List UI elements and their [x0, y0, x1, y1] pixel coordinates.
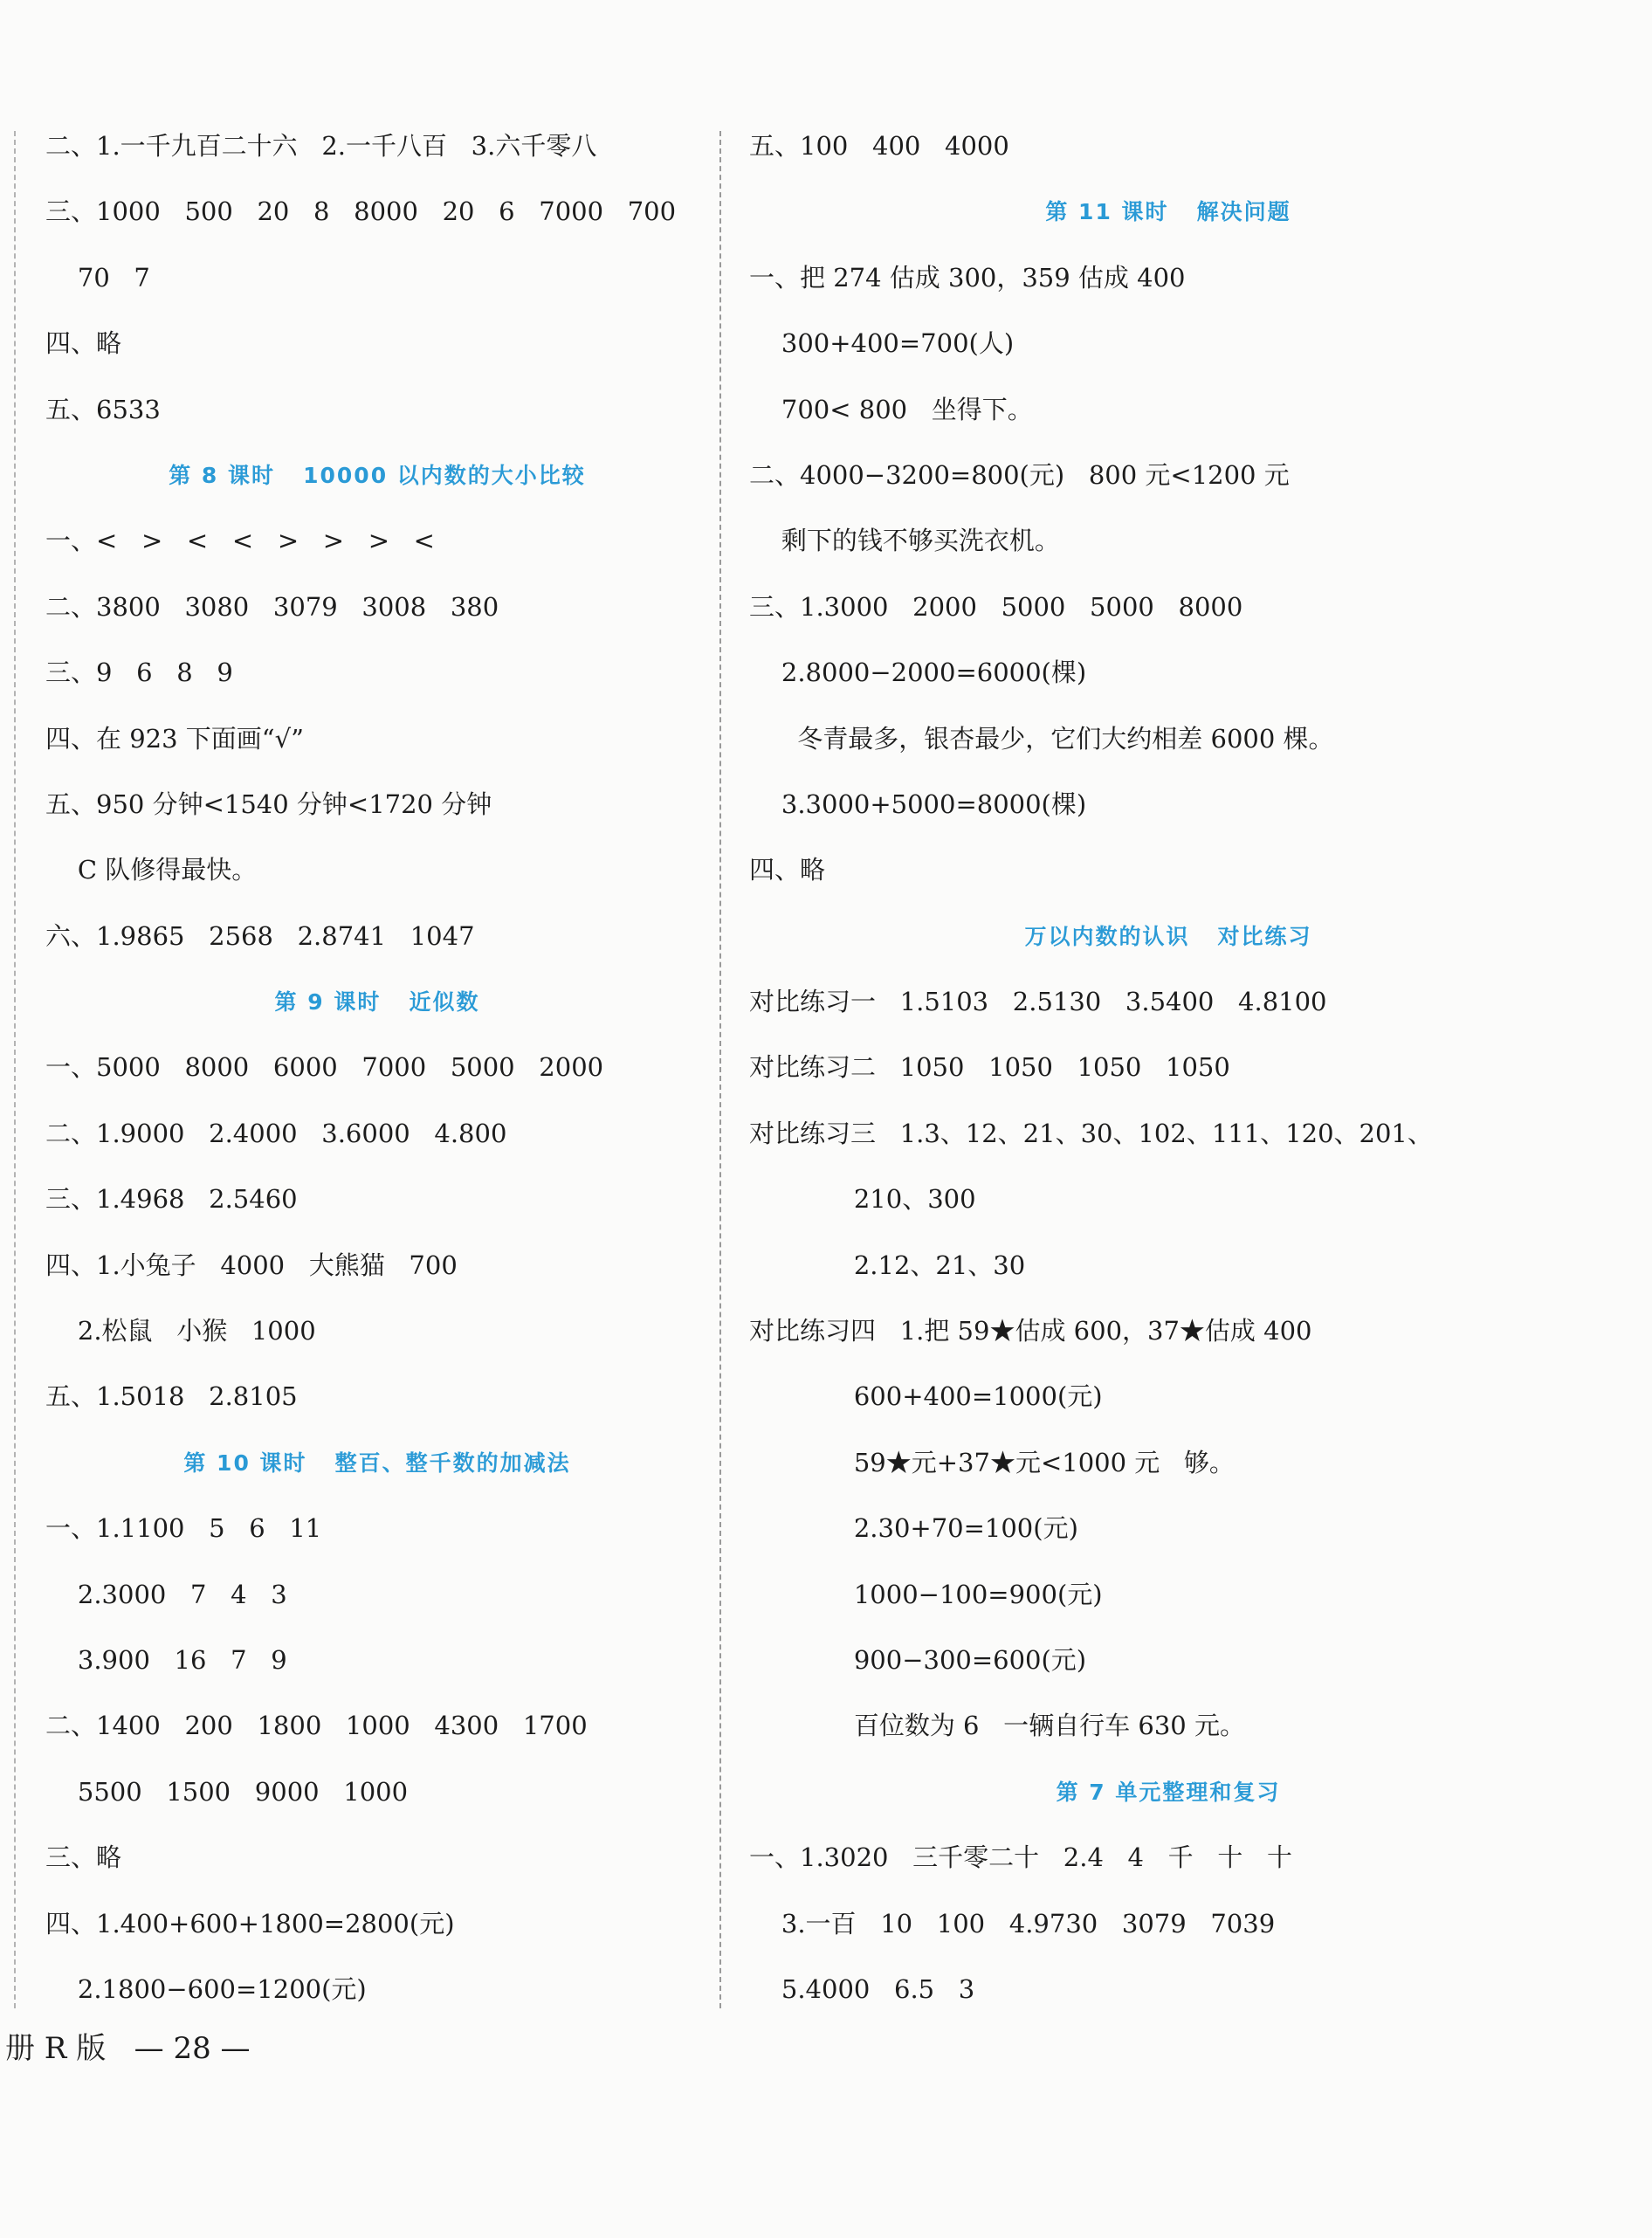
- left-answer-line: 二、1.一千九百二十六 2.一千八百 3.六千零八: [45, 131, 597, 161]
- left-answer-line: 四、在 923 下面画“√”: [45, 723, 304, 754]
- right-answer-line: 三、1.3000 2000 5000 5000 8000: [749, 591, 1243, 622]
- left-answer-line: 5500 1500 9000 1000: [45, 1776, 409, 1807]
- left-answer-line: 2.松鼠 小猴 1000: [45, 1316, 316, 1346]
- left-answer-line: 三、略: [45, 1842, 122, 1873]
- left-answer-line: 70 7: [45, 262, 150, 293]
- right-answer-line: 3.一百 10 100 4.9730 3079 7039: [749, 1908, 1276, 1938]
- left-section-heading: 第 9 课时 近似数: [274, 989, 480, 1016]
- right-answer-line: 二、4000−3200=800(元) 800 元<1200 元: [749, 459, 1290, 490]
- left-answer-line: 2.1800−600=1200(元): [45, 1973, 367, 2004]
- right-answer-line: 对比练习一 1.5103 2.5130 3.5400 4.8100: [749, 987, 1327, 1017]
- page-footer: 册 R 版 — 28 —: [5, 2031, 251, 2066]
- left-answer-line: 2.3000 7 4 3: [45, 1579, 287, 1609]
- left-answer-line: 五、1.5018 2.8105: [45, 1381, 298, 1412]
- right-answer-line: 700< 800 坐得下。: [749, 394, 1033, 424]
- right-section-heading: 第 11 课时 解决问题: [1045, 199, 1291, 225]
- right-column: [749, 114, 1587, 2022]
- right-answer-line: 四、略: [749, 855, 826, 885]
- left-answer-line: 三、1.4968 2.5460: [45, 1184, 298, 1215]
- left-margin-rule: [14, 131, 16, 2008]
- right-section-heading: 万以内数的认识 对比练习: [1024, 923, 1312, 949]
- left-answer-line: 五、6533: [45, 394, 161, 424]
- right-answer-line: 2.12、21、30: [749, 1250, 1026, 1280]
- left-answer-line: 一、1.1100 5 6 11: [45, 1513, 322, 1544]
- left-answer-line: 二、1400 200 1800 1000 4300 1700: [45, 1711, 588, 1741]
- left-answer-line: 五、950 分钟<1540 分钟<1720 分钟: [45, 788, 492, 819]
- left-answer-line: 四、1.400+600+1800=2800(元): [45, 1908, 455, 1938]
- right-answer-line: 对比练习三 1.3、12、21、30、102、111、120、201、: [749, 1118, 1433, 1148]
- right-answer-line: 59★元+37★元<1000 元 够。: [749, 1447, 1235, 1477]
- right-answer-line: 五、100 400 4000: [749, 131, 1009, 161]
- right-answer-line: 对比练习二 1050 1050 1050 1050: [749, 1052, 1230, 1083]
- left-answer-line: C 队修得最快。: [45, 855, 258, 885]
- right-answer-line: 一、1.3020 三千零二十 2.4 4 千 十 十: [749, 1842, 1292, 1873]
- right-answer-line: 3.3000+5000=8000(棵): [749, 788, 1087, 819]
- left-answer-line: 三、1000 500 20 8 8000 20 6 7000 700: [45, 196, 677, 227]
- right-answer-line: 2.8000−2000=6000(棵): [749, 658, 1087, 688]
- right-answer-line: 210、300: [749, 1184, 976, 1215]
- left-answer-line: 一、5000 8000 6000 7000 5000 2000: [45, 1052, 604, 1083]
- left-answer-line: 三、9 6 8 9: [45, 658, 233, 688]
- right-answer-line: 冬青最多，银杏最少，它们大约相差 6000 棵。: [749, 723, 1334, 754]
- right-answer-line: 对比练习四 1.把 59★估成 600，37★估成 400: [749, 1316, 1312, 1346]
- left-column: [45, 114, 709, 2022]
- right-answer-line: 百位数为 6 一辆自行车 630 元。: [749, 1711, 1245, 1741]
- right-answer-line: 1000−100=900(元): [749, 1579, 1103, 1609]
- right-answer-line: 900−300=600(元): [749, 1644, 1087, 1675]
- left-section-heading: 第 10 课时 整百、整千数的加减法: [183, 1450, 571, 1476]
- right-answer-line: 600+400=1000(元): [749, 1381, 1103, 1412]
- right-answer-line: 5.4000 6.5 3: [749, 1973, 975, 2004]
- left-answer-line: 四、略: [45, 328, 122, 359]
- column-divider: [719, 131, 721, 2008]
- right-answer-line: 一、把 274 估成 300，359 估成 400: [749, 262, 1186, 293]
- left-answer-line: 二、1.9000 2.4000 3.6000 4.800: [45, 1118, 507, 1148]
- right-answer-line: 2.30+70=100(元): [749, 1513, 1078, 1544]
- left-answer-line: 六、1.9865 2568 2.8741 1047: [45, 920, 475, 951]
- right-answer-line: 300+400=700(人): [749, 328, 1015, 359]
- left-answer-line: 四、1.小兔子 4000 大熊猫 700: [45, 1250, 458, 1280]
- left-answer-line: 一、< > < < > > > <: [45, 526, 435, 556]
- right-answer-line: 剩下的钱不够买洗衣机。: [749, 526, 1060, 556]
- left-answer-line: 二、3800 3080 3079 3008 380: [45, 591, 499, 622]
- left-section-heading: 第 8 课时 10000 以内数的大小比较: [169, 462, 586, 488]
- left-answer-line: 3.900 16 7 9: [45, 1644, 287, 1675]
- right-section-heading: 第 7 单元整理和复习: [1056, 1779, 1281, 1805]
